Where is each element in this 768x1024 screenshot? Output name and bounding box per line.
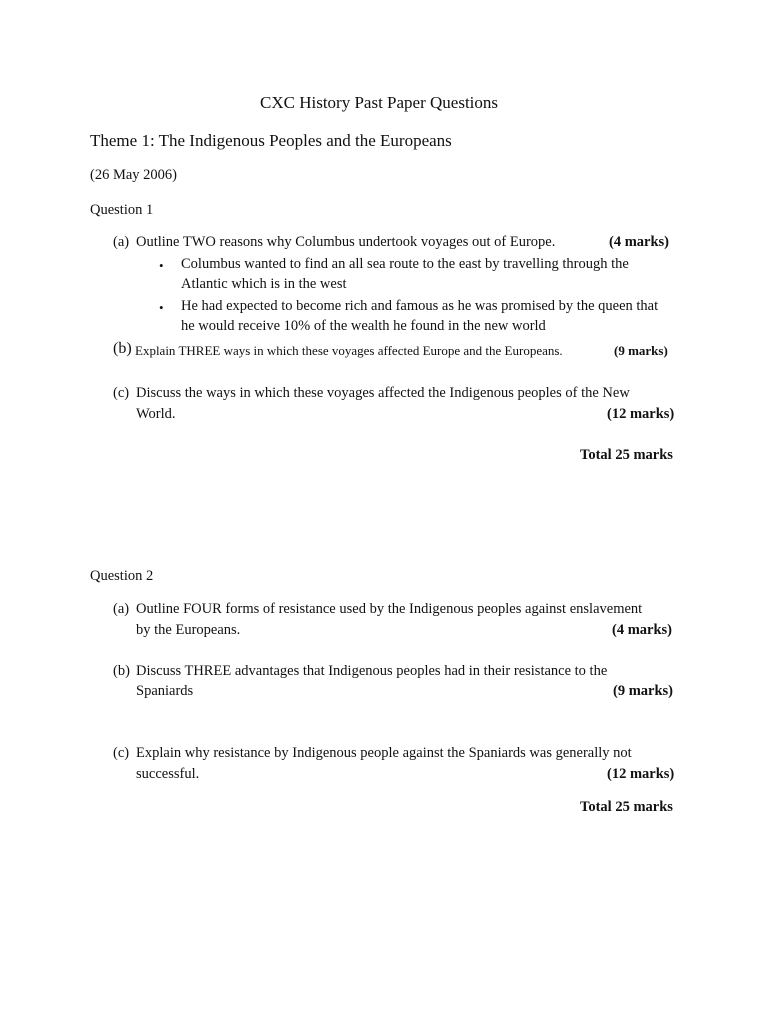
q1-a-bullet-1-line-2: Atlantic which is in the west bbox=[181, 276, 347, 292]
q2-c-line-1: Explain why resistance by Indigenous people against the Spaniards was generally not bbox=[136, 745, 632, 761]
page-title: CXC History Past Paper Questions bbox=[260, 93, 498, 112]
q2-c-label: (c) bbox=[113, 745, 130, 761]
q1-c-marks: (12 marks) bbox=[607, 406, 675, 422]
q2-c-line-2: successful. bbox=[136, 766, 200, 782]
q1-a-text: Outline TWO reasons why Columbus undertook voyages out of Europe. bbox=[136, 234, 556, 250]
q1-b-label: (b) bbox=[113, 340, 132, 357]
q1-a-bullet-2-line-1: He had expected to become rich and famous as he was promised by the queen that bbox=[181, 298, 659, 314]
question-2-heading: Question 2 bbox=[90, 568, 154, 584]
q1-a-bullet-1-line-1: Columbus wanted to find an all sea route to the east by travelling through the bbox=[181, 256, 629, 272]
q1-total: Total 25 marks bbox=[580, 447, 673, 463]
q1-b-marks: (9 marks) bbox=[614, 343, 668, 358]
q2-b-label: (b) bbox=[113, 663, 130, 679]
q2-a-line-2: by the Europeans. bbox=[136, 622, 241, 638]
q2-a-marks: (4 marks) bbox=[612, 622, 673, 638]
q1-c-line-2: World. bbox=[136, 406, 176, 422]
q1-b-text: Explain THREE ways in which these voyages affected Europe and the Europeans. bbox=[135, 343, 563, 358]
bullet-icon: • bbox=[159, 300, 164, 315]
q2-total: Total 25 marks bbox=[580, 799, 673, 815]
question-1-heading: Question 1 bbox=[90, 202, 154, 218]
exam-date: (26 May 2006) bbox=[90, 167, 177, 183]
q2-b-line-2: Spaniards bbox=[136, 683, 194, 699]
theme-heading: Theme 1: The Indigenous Peoples and the Europeans bbox=[90, 131, 452, 150]
q2-c-marks: (12 marks) bbox=[607, 766, 675, 782]
q2-a-label: (a) bbox=[113, 601, 130, 617]
q1-c-line-1: Discuss the ways in which these voyages affected the Indigenous peoples of the New bbox=[136, 385, 630, 401]
q1-c-label: (c) bbox=[113, 385, 130, 401]
q2-a-line-1: Outline FOUR forms of resistance used by the Indigenous peoples against enslavement bbox=[136, 601, 643, 617]
q1-a-label: (a) bbox=[113, 234, 130, 250]
bullet-icon: • bbox=[159, 258, 164, 273]
q1-a-bullet-2-line-2: he would receive 10% of the wealth he found in the new world bbox=[181, 318, 546, 334]
q1-a-marks: (4 marks) bbox=[609, 234, 670, 250]
q2-b-marks: (9 marks) bbox=[613, 683, 674, 699]
q2-b-line-1: Discuss THREE advantages that Indigenous peoples had in their resistance to the bbox=[136, 663, 608, 679]
